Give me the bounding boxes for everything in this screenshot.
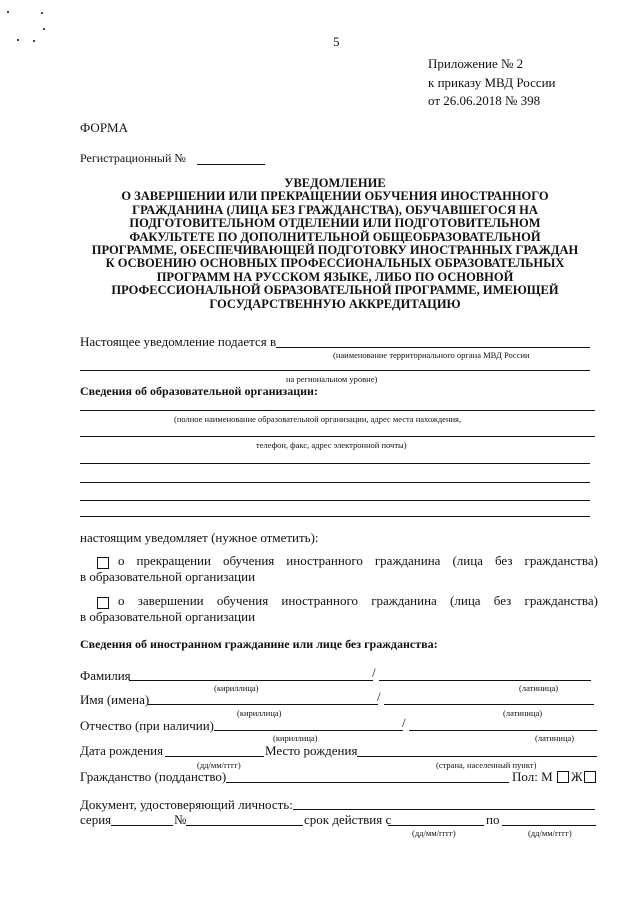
surname-cyrillic-field[interactable] — [129, 680, 373, 681]
title-line: ФАКУЛЬТЕТЕ ПО ДОПОЛНИТЕЛЬНОЙ ОБЩЕОБРАЗОВАТЕЛЬНОЙ — [129, 229, 541, 244]
submitted-to-hint-1: (наименование территориального органа МВД России — [333, 350, 530, 360]
person-section-heading: Сведения об иностранном гражданине или лице без гражданства: — [80, 637, 438, 651]
patronymic-cyrillic-field[interactable] — [214, 730, 403, 731]
patronymic-latin-hint: (латиница) — [535, 733, 575, 743]
title-line: ПРОФЕССИОНАЛЬНОЙ ОБРАЗОВАТЕЛЬНОЙ ПРОГРАММЕ, ИМЕЮЩЕЙ — [111, 283, 559, 298]
word: обучения — [222, 553, 275, 568]
word: о — [118, 593, 125, 608]
word: гражданина — [371, 593, 437, 608]
surname-latin-field[interactable] — [379, 680, 591, 681]
option-termination-text — [118, 553, 598, 569]
patronymic-latin-field[interactable] — [409, 730, 597, 731]
sex-female-checkbox[interactable] — [584, 771, 596, 783]
patronymic-slash: / — [402, 715, 406, 730]
word: гражданства) — [524, 553, 598, 568]
citizenship-field[interactable] — [226, 782, 509, 783]
submitted-to-field-2[interactable] — [80, 370, 590, 371]
title-line: ПОДГОТОВИТЕЛЬНОМ ОТДЕЛЕНИИ ИЛИ ПОДГОТОВИТЕЛЬНОМ — [129, 216, 541, 231]
title-line: ГОСУДАРСТВЕННУЮ АККРЕДИТАЦИЮ — [209, 296, 461, 311]
submitted-to-field[interactable] — [276, 347, 590, 348]
word: иностранного — [286, 553, 363, 568]
surname-cyrillic-hint: (кириллица) — [214, 683, 259, 693]
validity-to-label: по — [486, 812, 500, 827]
citizenship-label: Гражданство (подданство) — [80, 769, 227, 784]
name-cyrillic-field[interactable] — [148, 704, 378, 705]
document-type-field[interactable] — [293, 809, 595, 810]
birth-date-hint: (дд/мм/гггг) — [197, 760, 241, 770]
document-label: Документ, удостоверяющий личность: — [80, 797, 293, 812]
option-completion-checkbox[interactable] — [97, 597, 109, 609]
sex-label: Пол: М — [512, 769, 553, 784]
series-field[interactable] — [111, 825, 173, 826]
title-line: ПРОГРАММЕ, ОБЕСПЕЧИВАЮЩЕЙ ПОДГОТОВКУ ИНОСТРАННЫХ ГРАЖДАН — [91, 243, 579, 258]
org-hint-1: (полное наименование образовательной организации, адрес места нахождения, — [174, 414, 462, 424]
word: без — [493, 593, 512, 608]
org-field-2[interactable] — [80, 436, 595, 437]
submitted-to-hint-2: на региональном уровне) — [286, 374, 378, 384]
title-line: УВЕДОМЛЕНИЕ — [284, 176, 386, 190]
validity-from-field[interactable] — [388, 825, 484, 826]
org-field-6[interactable] — [80, 516, 590, 517]
page-number: 5 — [333, 34, 340, 49]
surname-label: Фамилия — [80, 668, 131, 683]
word: (лица — [452, 553, 483, 568]
name-slash: / — [377, 689, 381, 704]
document-title — [70, 177, 600, 311]
patronymic-cyrillic-hint: (кириллица) — [273, 733, 318, 743]
name-latin-field[interactable] — [384, 704, 594, 705]
birth-date-label: Дата рождения — [80, 743, 164, 758]
org-field-4[interactable] — [80, 482, 590, 483]
word: гражданства) — [524, 593, 598, 608]
org-field-5[interactable] — [80, 500, 590, 501]
word: прекращении — [136, 553, 211, 568]
title-line: ПРОГРАММ НА РУССКОМ ЯЗЫКЕ, ЛИБО ПО ОСНОВНОЙ — [156, 269, 514, 284]
sex-female-label: Ж — [571, 769, 583, 784]
validity-to-hint: (дд/мм/гггг) — [528, 828, 572, 838]
org-hint-2: телефон, факс, адрес электронной почты) — [256, 440, 407, 450]
birth-date-field[interactable] — [165, 756, 264, 757]
title-line: ГРАЖДАНИНА (ЛИЦА БЕЗ ГРАЖДАНСТВА), ОБУЧАВШЕГОСЯ НА — [132, 202, 538, 217]
word: гражданина — [374, 553, 441, 568]
validity-from-hint: (дд/мм/гггг) — [412, 828, 456, 838]
appendix-line-2: к приказу МВД России — [428, 75, 556, 90]
option-termination-line-2: в образовательной организации — [80, 569, 256, 584]
appendix-line-3: от 26.06.2018 № 398 — [428, 93, 541, 108]
name-latin-hint: (латиница) — [503, 708, 543, 718]
form-label: ФОРМА — [80, 120, 128, 135]
org-field-1[interactable] — [80, 410, 595, 411]
appendix-line-1: Приложение № 2 — [428, 56, 524, 71]
option-termination-checkbox[interactable] — [97, 557, 109, 569]
word: иностранного — [281, 593, 358, 608]
title-line: К ОСВОЕНИЮ ОСНОВНЫХ ПРОФЕССИОНАЛЬНЫХ ОБРАЗОВАТЕЛЬНЫХ — [105, 256, 565, 271]
name-cyrillic-hint: (кириллица) — [237, 708, 282, 718]
notify-intro: настоящим уведомляет (нужное отметить): — [80, 530, 319, 545]
series-label: серия — [80, 812, 112, 827]
word: обучения — [216, 593, 269, 608]
title-line: О ЗАВЕРШЕНИИ ИЛИ ПРЕКРАЩЕНИИ ОБУЧЕНИЯ ИНОСТРАННОГО — [121, 189, 549, 204]
number-sign: № — [174, 812, 187, 827]
patronymic-label: Отчество (при наличии) — [80, 718, 215, 733]
surname-slash: / — [372, 665, 376, 680]
sex-male-checkbox[interactable] — [557, 771, 569, 783]
birth-place-hint: (страна, населенный пункт) — [436, 760, 537, 770]
birth-place-label: Место рождения — [265, 743, 358, 758]
birth-place-field[interactable] — [357, 756, 597, 757]
reg-number-label: Регистрационный № — [80, 151, 186, 165]
option-completion-line-2: в образовательной организации — [80, 609, 256, 624]
reg-number-field[interactable] — [197, 164, 265, 165]
word: о — [118, 553, 125, 568]
validity-to-field[interactable] — [502, 825, 596, 826]
submitted-to-label: Настоящее уведомление подается в — [80, 334, 277, 349]
option-completion-text — [118, 593, 598, 609]
name-label: Имя (имена) — [80, 692, 150, 707]
word: (лица — [450, 593, 481, 608]
org-section-heading: Сведения об образовательной организации: — [80, 384, 318, 398]
number-field[interactable] — [186, 825, 303, 826]
surname-latin-hint: (латиница) — [519, 683, 559, 693]
org-field-3[interactable] — [80, 463, 590, 464]
word: без — [494, 553, 513, 568]
validity-label: срок действия с — [304, 812, 392, 827]
word: завершении — [137, 593, 204, 608]
